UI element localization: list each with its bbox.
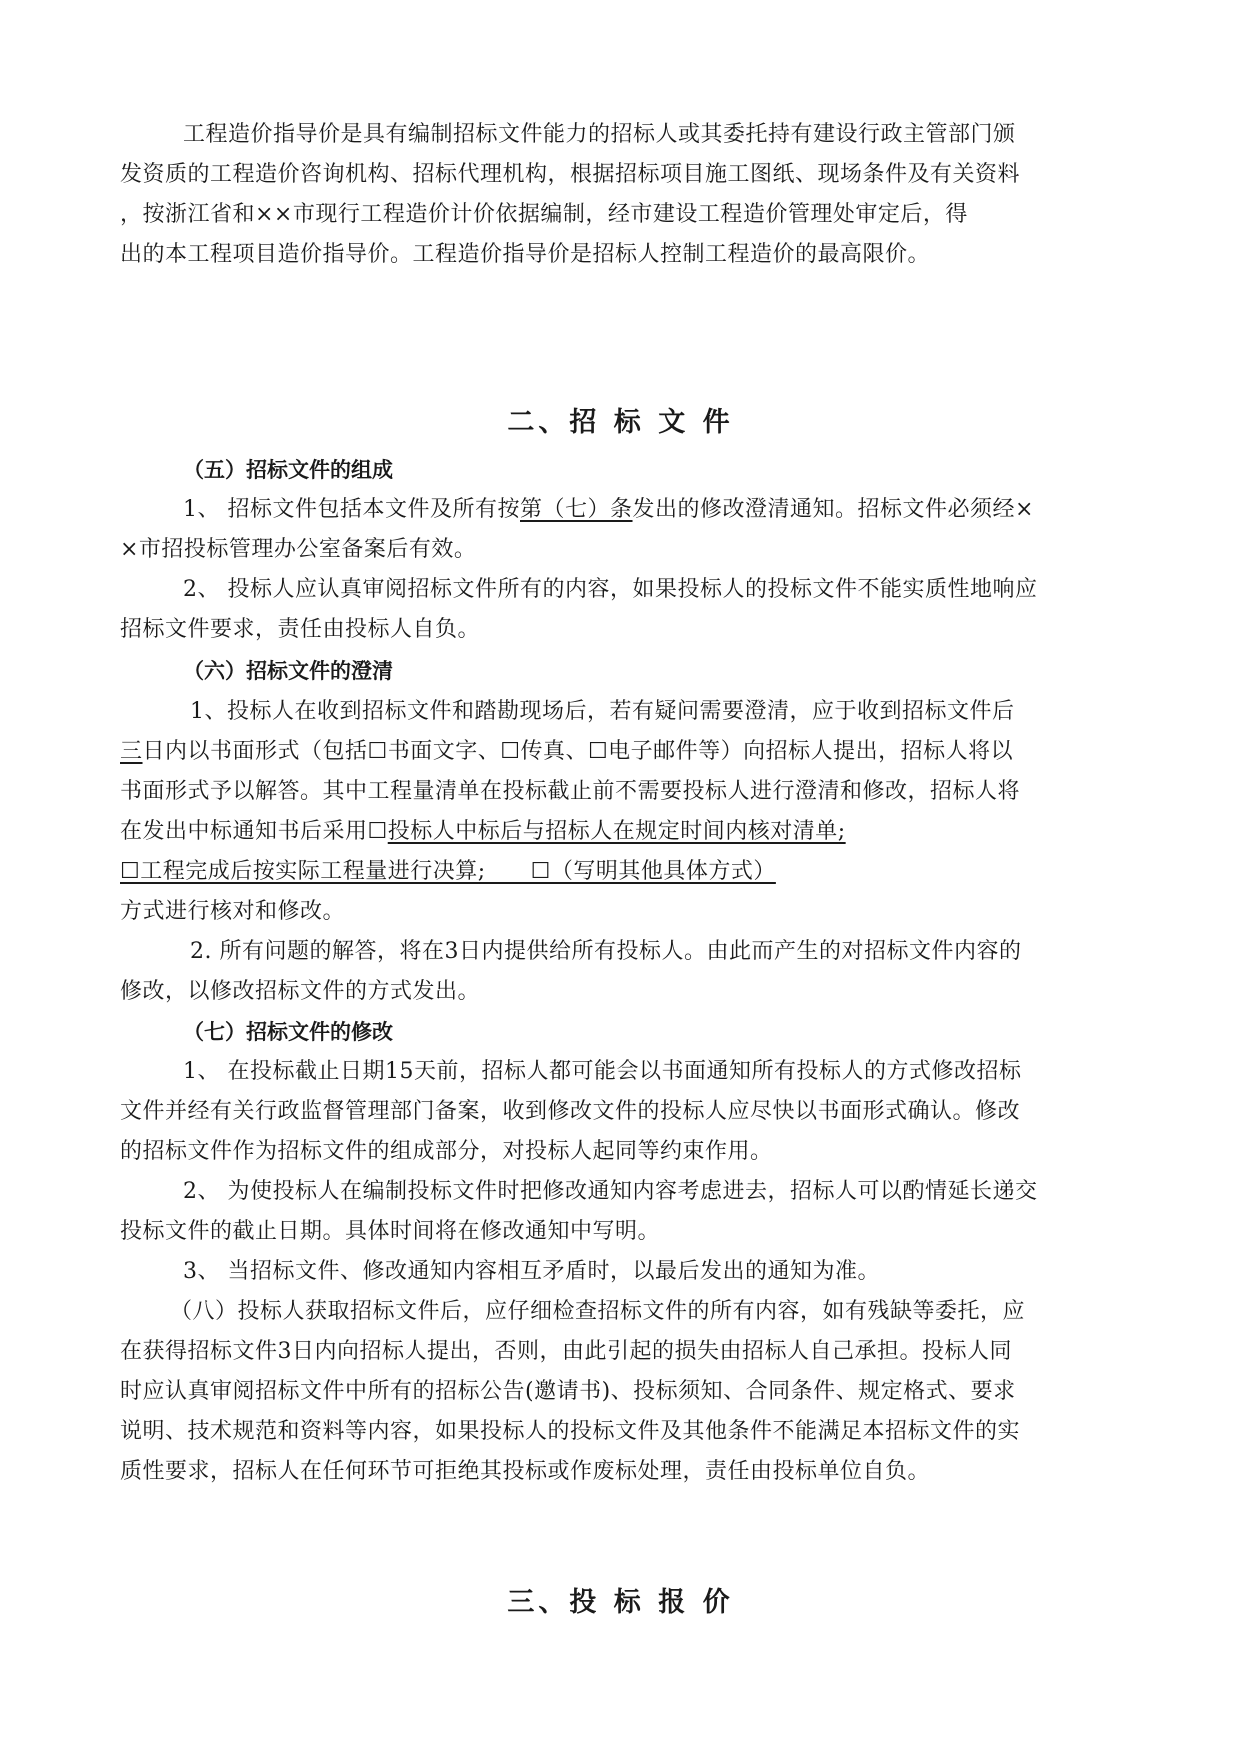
paragraph-line: 1、 在投标截止日期15天前，招标人都可能会以书面通知所有投标人的方式修改招标 xyxy=(183,1059,1022,1084)
paragraph-line: 2、 投标人应认真审阅招标文件所有的内容，如果投标人的投标文件不能实质性地响应 xyxy=(183,577,1038,602)
underlined-text: ☐工程完成后按实际工程量进行决算; ☐（写明其他具体方式） xyxy=(120,859,776,884)
underlined-text: 投标人中标后与招标人在规定时间内核对清单; xyxy=(387,819,846,844)
section-title: 三、投 标 报 价 xyxy=(507,1587,734,1618)
paragraph-line: 说明、技术规范和资料等内容，如果投标人的投标文件及其他条件不能满足本招标文件的实 xyxy=(120,1419,1021,1444)
paragraph-line xyxy=(120,857,776,887)
paragraph-line: 方式进行核对和修改。 xyxy=(120,899,346,924)
intro-line: 发资质的工程造价咨询机构、招标代理机构，根据招标项目施工图纸、现场条件及有关资料 xyxy=(120,162,1021,187)
paragraph-line: 文件并经有关行政监督管理部门备案，收到修改文件的投标人应尽快以书面形式确认。修改 xyxy=(120,1099,1021,1124)
paragraph-line xyxy=(120,817,846,847)
intro-line: 工程造价指导价是具有编制招标文件能力的招标人或其委托持有建设行政主管部门颁 xyxy=(183,122,1016,147)
paragraph-line: 投标文件的截止日期。具体时间将在修改通知中写明。 xyxy=(120,1219,661,1244)
paragraph-line: 1、投标人在收到招标文件和踏勘现场后，若有疑问需要澄清，应于收到招标文件后 xyxy=(190,699,1015,724)
section-title: 二、招 标 文 件 xyxy=(507,407,734,438)
paragraph-line: 书面形式予以解答。其中工程量清单在投标截止前不需要投标人进行澄清和修改，招标人将 xyxy=(120,779,1021,804)
paragraph-line: （八）投标人获取招标文件后，应仔细检查招标文件的所有内容，如有残缺等委托，应 xyxy=(170,1299,1026,1324)
text-run: 1、 招标文件包括本文件及所有按 xyxy=(183,497,520,522)
text-run: 发出的修改澄清通知。招标文件必须经× xyxy=(632,497,1034,522)
paragraph-line: 3、 当招标文件、修改通知内容相互矛盾时，以最后发出的通知为准。 xyxy=(183,1259,880,1284)
paragraph-line: 修改，以修改招标文件的方式发出。 xyxy=(120,979,481,1004)
intro-line: ，按浙江省和××市现行工程造价计价依据编制，经市建设工程造价管理处审定后，得 xyxy=(120,202,968,227)
paragraph-line: 2、 为使投标人在编制投标文件时把修改通知内容考虑进去，招标人可以酌情延长递交 xyxy=(183,1179,1038,1204)
paragraph-line: 的招标文件作为招标文件的组成部分，对投标人起同等约束作用。 xyxy=(120,1139,773,1164)
underlined-text: 三 xyxy=(120,739,143,764)
paragraph-line: 2. 所有问题的解答，将在3日内提供给所有投标人。由此而产生的对招标文件内容的 xyxy=(190,939,1022,964)
paragraph-line: ×市招投标管理办公室备案后有效。 xyxy=(120,537,477,562)
cross-reference-link: 第（七）条 xyxy=(520,497,633,522)
subsection-heading: （七）招标文件的修改 xyxy=(183,1020,393,1044)
intro-line: 出的本工程项目造价指导价。工程造价指导价是招标人控制工程造价的最高限价。 xyxy=(120,242,931,267)
paragraph-line xyxy=(120,737,1013,767)
text-run: 日内以书面形式（包括☐书面文字、☐传真、☐电子邮件等）向招标人提出，招标人将以 xyxy=(142,739,1014,764)
paragraph-line: 招标文件要求，责任由投标人自负。 xyxy=(120,617,481,642)
subsection-heading: （六）招标文件的澄清 xyxy=(183,659,393,683)
paragraph-line: 在获得招标文件3日内向招标人提出，否则，由此引起的损失由招标人自己承担。投标人同 xyxy=(120,1339,1013,1364)
paragraph-line: 质性要求，招标人在任何环节可拒绝其投标或作废标处理，责任由投标单位自负。 xyxy=(120,1459,931,1484)
subsection-heading: （五）招标文件的组成 xyxy=(183,458,393,482)
text-run: 在发出中标通知书后采用☐ xyxy=(120,819,388,844)
paragraph-line: 时应认真审阅招标文件中所有的招标公告(邀请书)、投标须知、合同条件、规定格式、要求 xyxy=(120,1379,1016,1404)
paragraph-line xyxy=(183,495,1034,525)
